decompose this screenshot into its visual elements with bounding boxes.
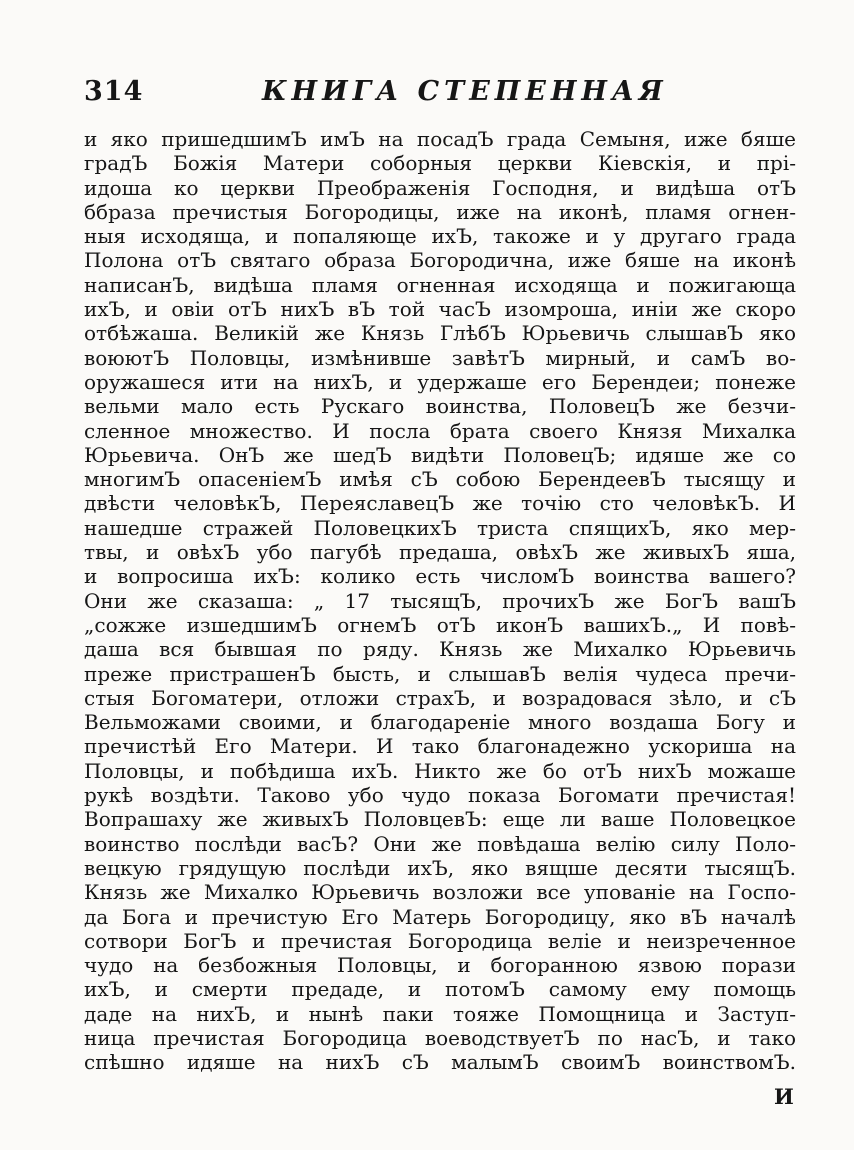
text-line: написанЪ, видѣша пламя огненная исходяща и пожигающа xyxy=(84,272,796,297)
text-line: воинство послѣди васЪ? Они же повѣдаша велію силу Поло- xyxy=(84,831,796,856)
text-line: и яко пришедшимЪ имЪ на посадЪ града Семыня, иже бяше xyxy=(84,127,796,151)
text-line: сленное множество. И посла брата своего Князя Михалка xyxy=(84,418,796,443)
text-line: вельми мало есть Рускаго воинства, ПоловецЪ же безчи- xyxy=(84,394,796,419)
text-line: оружашеся ити на нихЪ, и удержаше его Берендеи; понеже xyxy=(84,369,796,394)
text-line: ббраза пречистыя Богородицы, иже на иконѣ, пламя огнен- xyxy=(84,199,796,224)
text-line: да Бога и пречистую Его Матерь Богородицу, яко вЪ началѣ xyxy=(84,904,796,929)
text-line: нашедше стражей ПоловецкихЪ триста спящихЪ, яко мер- xyxy=(84,515,796,540)
text-line: вецкую грядущую послѣди ихЪ, яко вящше десяти тысящЪ. xyxy=(84,855,796,880)
text-line: ихЪ, и овіи отЪ нихЪ вЪ той часЪ изомроша, иніи же скоро xyxy=(84,297,796,322)
body-text xyxy=(84,127,796,1075)
text-line: стыя Богоматери, отложи страхЪ, и возрадовася зѣло, и сЪ xyxy=(84,685,796,710)
text-line: и вопросиша ихЪ: колико есть числомЪ воинства вашего? xyxy=(84,564,796,589)
text-line: спѣшно идяше на нихЪ сЪ малымЪ своимЪ воинствомЪ. xyxy=(84,1050,796,1075)
text-line: ныя исходяща, и попаляюще ихЪ, такоже и у другаго града xyxy=(84,224,796,249)
text-line: Юрьевича. ОнЪ же шедЪ видѣти ПоловецЪ; идяше же со xyxy=(84,442,796,467)
text-line: воюютЪ Половцы, измѣнивше завѣтЪ мирный, и самЪ во- xyxy=(84,345,796,370)
text-line: пречистѣй Его Матери. И тако благонадежно ускориша на xyxy=(84,734,796,759)
text-line: градЪ Божія Матери соборныя церкви Кіевскія, и прі- xyxy=(84,151,796,176)
text-line: идоша ко церкви Преображенія Господня, и видѣша отЪ xyxy=(84,175,796,200)
text-line: Вопрашаху же живыхЪ ПоловцевЪ: еще ли ваше Половецкое xyxy=(84,807,796,832)
text-line: Половцы, и побѣдиша ихЪ. Никто же бо отЪ нихЪ можаше xyxy=(84,758,796,783)
text-line: преже пристрашенЪ бысть, и слышавЪ велія чудеса пречи- xyxy=(84,661,796,686)
text-line: ница пречистая Богородица воеводствуетЪ по насЪ, и тако xyxy=(84,1025,796,1050)
text-line: даде на нихЪ, и нынѣ паки тояже Помощница и Заступ- xyxy=(84,1001,796,1026)
text-line: двѣсти человѣкЪ, ПереяславецЪ же точію сто человѣкЪ. И xyxy=(84,491,796,516)
text-line: сотвори БогЪ и пречистая Богородица веліе и неизреченное xyxy=(84,928,796,953)
text-line: чудо на безбожныя Половцы, и богоранною язвою порази xyxy=(84,953,796,978)
text-line: „сожже изшедшимЪ огнемЪ отЪ иконЪ вашихЪ.„ И повѣ- xyxy=(84,612,796,637)
text-line: даша вся бывшая по ряду. Князь же Михалко Юрьевичь xyxy=(84,637,796,662)
text-line: рукѣ воздѣти. Таково убо чудо показа Богомати пречистая! xyxy=(84,783,796,808)
catchword: И xyxy=(774,1084,794,1109)
text-line: Они же сказаша: „ 17 тысящЪ, прочихЪ же БогЪ вашЪ xyxy=(84,588,796,613)
text-line: твы, и овѣхЪ убо пагубѣ предаша, овѣхЪ же живыхЪ яша, xyxy=(84,540,796,565)
running-title: КНИГА СТЕПЕННАЯ xyxy=(262,76,668,107)
text-line: Князь же Михалко Юрьевичь возложи все упованіе на Госпо- xyxy=(84,880,796,905)
text-line: отбѣжаша. Великій же Князь ГлѣбЪ Юрьевичь слышавЪ яко xyxy=(84,321,796,346)
text-line: многимЪ опасеніемЪ имѣя сЪ собою БерендеевЪ тысящу и xyxy=(84,467,796,492)
text-line: Полона отЪ святаго образа Богородична, иже бяше на иконѣ xyxy=(84,248,796,273)
text-line: Вельможами своими, и благодареніе много воздаша Богу и xyxy=(84,710,796,735)
page-number: 314 xyxy=(84,76,144,107)
text-line: ихЪ, и смерти предаде, и потомЪ самому ему помощь xyxy=(84,977,796,1002)
